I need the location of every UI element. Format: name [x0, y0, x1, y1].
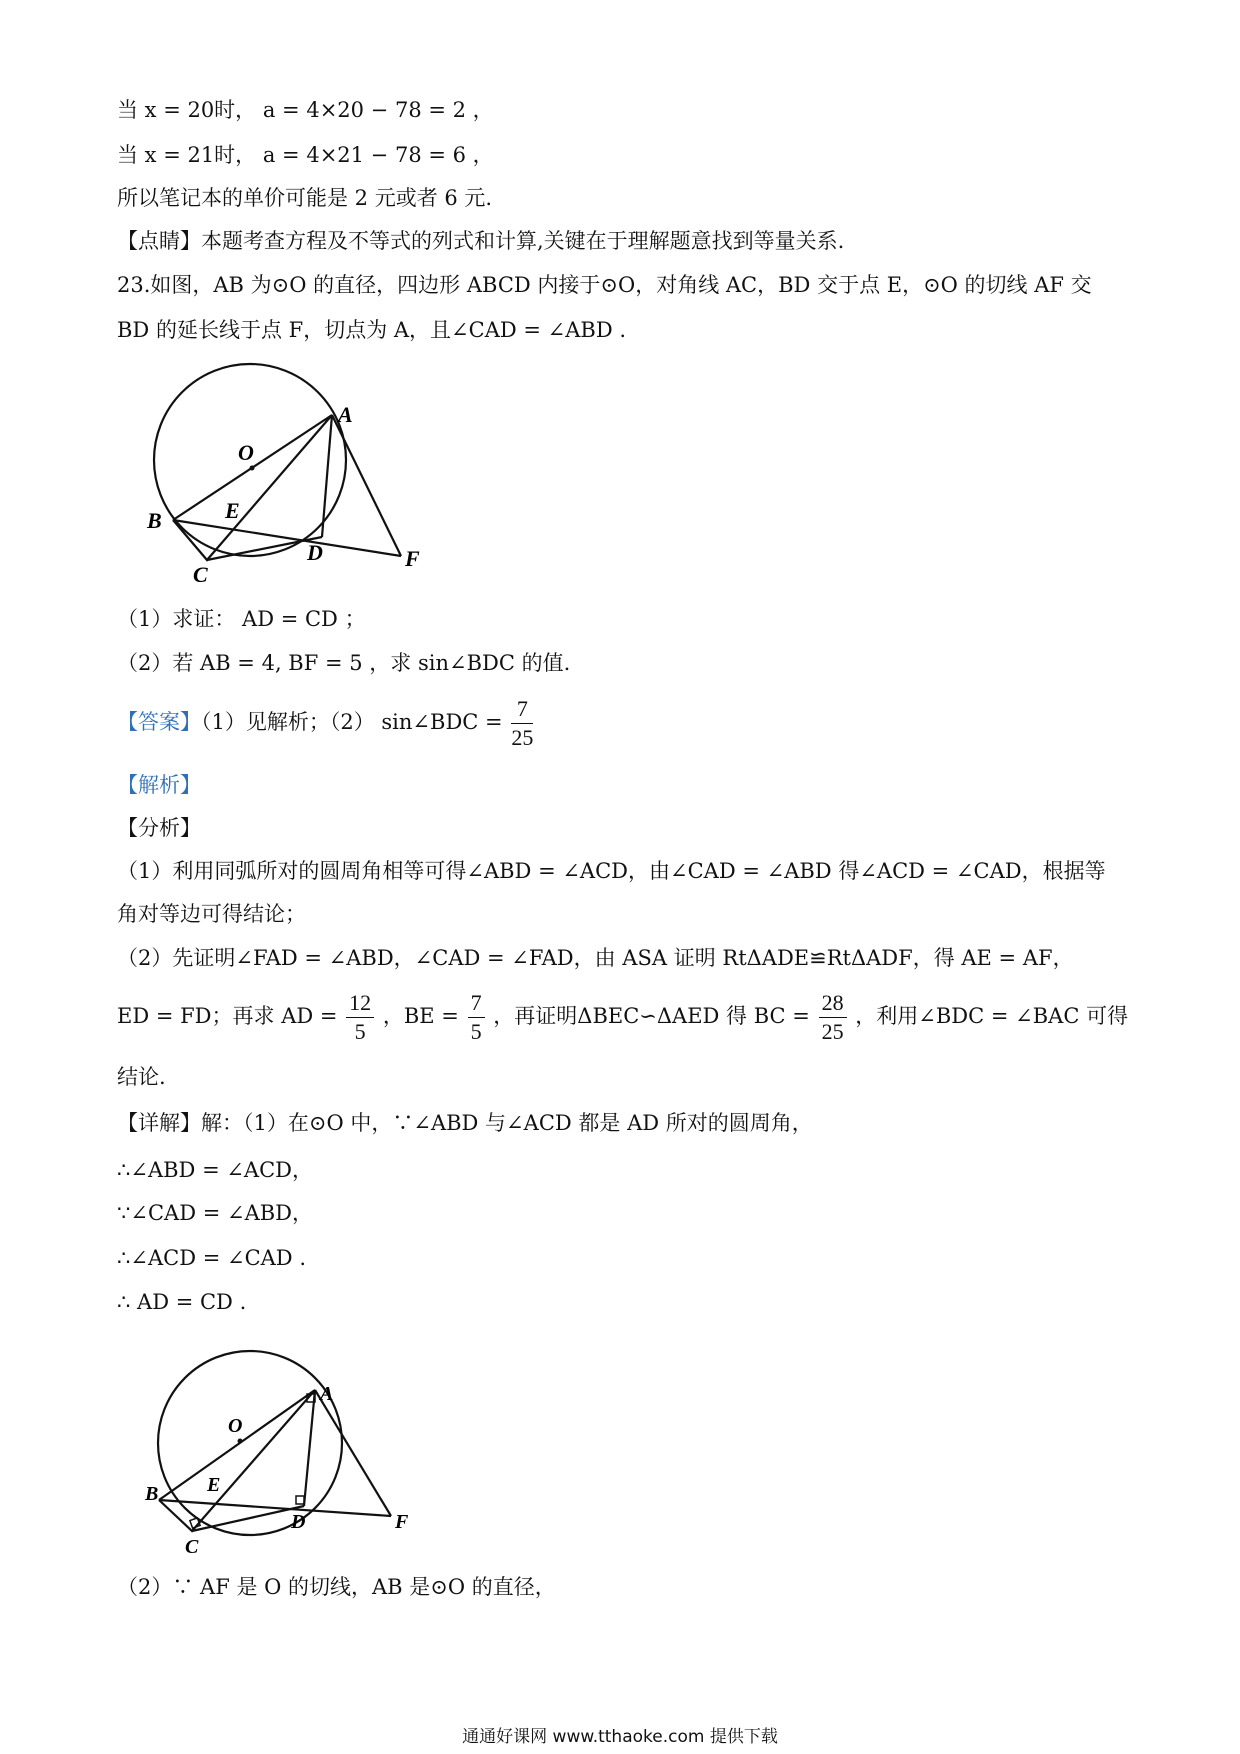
fraction-be-den: 5 — [470, 1019, 482, 1044]
dianjing-line: 【点睛】本题考查方程及不等式的列式和计算,关键在于理解题意找到等量关系. — [117, 229, 845, 253]
detail-line-4: ∴∠ACD = ∠CAD . — [117, 1246, 306, 1270]
detail-line-1: 【详解】解：（1）在⊙O 中，∵∠ABD 与∠ACD 都是 AD 所对的圆周角， — [117, 1111, 813, 1135]
label-b-2: B — [145, 1483, 159, 1505]
label-b: B — [147, 508, 162, 533]
geometry-figure-1 — [145, 360, 435, 585]
analysis-line-4-part-4: ，利用∠BDC = ∠BAC 可得 — [855, 1004, 1129, 1028]
text-line-3: 所以笔记本的单价可能是 2 元或者 6 元. — [117, 186, 493, 210]
analysis-line-4-part-2: ，BE = — [382, 1004, 459, 1028]
segment-bf — [173, 520, 401, 556]
footer-watermark: 通通好课网 www.tthaoke.com 提供下载 — [462, 1727, 778, 1747]
answer-numerator: 7 — [511, 695, 533, 724]
fraction-ad-num: 12 — [346, 989, 374, 1018]
analysis-line-1: （1）利用同弧所对的圆周角相等可得∠ABD = ∠ACD，由∠CAD = ∠ABD 得∠ACD = ∠CAD，根据等 — [117, 859, 1106, 883]
center-dot-2 — [238, 1439, 243, 1444]
label-c: C — [193, 562, 208, 585]
jiexi-heading: 【解析】 — [117, 773, 201, 797]
text-line-2: 当 x = 21时， a = 4×21 − 78 = 6 ， — [117, 143, 494, 167]
center-dot — [250, 466, 255, 471]
fraction-be — [468, 989, 485, 1046]
label-o-2: O — [228, 1415, 243, 1437]
label-a: A — [338, 402, 353, 427]
fraction-ad — [346, 989, 374, 1046]
segment-ad-2 — [304, 1390, 315, 1506]
segment-af-2 — [315, 1390, 391, 1516]
detail-line-5: ∴ AD = CD . — [117, 1290, 247, 1314]
answer-text: （1）见解析；（2） sin∠BDC = — [201, 710, 503, 734]
triangle-abc — [173, 415, 332, 560]
question-23-line-2: BD 的延长线于点 F，切点为 A，且∠CAD = ∠ABD . — [117, 318, 627, 342]
fraction-ad-den: 5 — [354, 1019, 366, 1044]
detail-line-2: ∴∠ABD = ∠ACD， — [117, 1158, 314, 1182]
analysis-line-4-part-1: ED = FD；再求 AD = — [117, 1004, 338, 1028]
analysis-line-5: 结论. — [117, 1065, 166, 1089]
analysis-line-4-part-3: ，再证明ΔBEC∽ΔAED 得 BC = — [493, 1004, 810, 1028]
label-f: F — [405, 546, 420, 571]
label-o: O — [238, 440, 254, 465]
geometry-figure-2 — [145, 1348, 435, 1558]
analysis-line-4 — [117, 985, 1128, 1047]
label-e: E — [225, 498, 240, 523]
fraction-bc-den: 25 — [821, 1019, 844, 1044]
label-d: D — [307, 540, 323, 565]
label-a-2: A — [320, 1383, 334, 1405]
label-e-2: E — [207, 1474, 221, 1496]
answer-line — [117, 690, 535, 754]
answer-tag: 【答案】 — [117, 710, 201, 734]
answer-denominator: 25 — [511, 725, 534, 750]
text-line-1: 当 x = 20时， a = 4×20 − 78 = 2 ， — [117, 98, 494, 122]
fraction-bc-num: 28 — [819, 989, 847, 1018]
fraction-bc — [819, 989, 847, 1046]
analysis-line-2: 角对等边可得结论； — [117, 902, 306, 926]
right-angle-mark-d — [296, 1496, 304, 1504]
detail-line-3: ∵∠CAD = ∠ABD， — [117, 1201, 314, 1225]
answer-fraction — [511, 695, 533, 752]
label-c-2: C — [185, 1536, 199, 1558]
label-f-2: F — [395, 1511, 409, 1533]
question-23-line-1: 23.如图，AB 为⊙O 的直径，四边形 ABCD 内接于⊙O，对角线 AC，BD 交于点 E，⊙O 的切线 AF 交 — [117, 273, 1092, 297]
fraction-be-num: 7 — [468, 989, 485, 1018]
part-2-question: （2）若 AB = 4, BF = 5 ，求 sin∠BDC 的值. — [117, 651, 571, 675]
analysis-line-3: （2）先证明∠FAD = ∠ABD，∠CAD = ∠FAD，由 ASA 证明 RtΔADE≌RtΔADF，得 AE = AF， — [117, 946, 1074, 970]
circle-o-2 — [158, 1351, 342, 1535]
fenxi-heading: 【分析】 — [117, 816, 201, 840]
part-1-question: （1）求证： AD = CD ； — [117, 607, 366, 631]
label-d-2: D — [291, 1511, 306, 1533]
detail-line-6: （2）∵ AF 是 O 的切线，AB 是⊙O 的直径， — [117, 1575, 556, 1599]
right-angle-mark-c — [190, 1518, 200, 1528]
